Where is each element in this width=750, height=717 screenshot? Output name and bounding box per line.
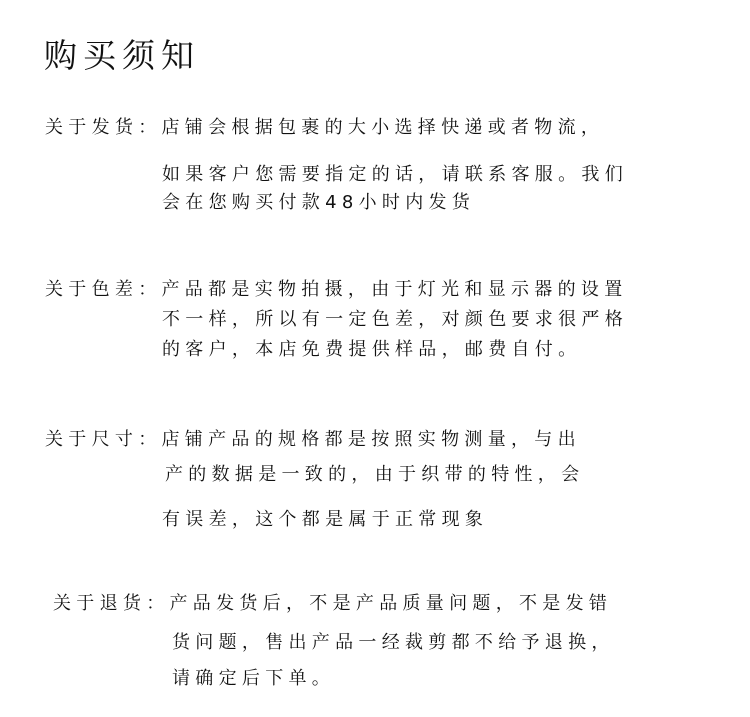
return-line-2: 货问题，售出产品一经裁剪都不给予退换， bbox=[172, 632, 615, 653]
color-line-2: 不一样，所以有一定色差，对颜色要求很严格 bbox=[162, 309, 628, 330]
color-line-1: 关于色差：产品都是实物拍摄，由于灯光和显示器的设置 bbox=[45, 279, 628, 300]
size-line-2: 产的数据是一致的，由于织带的特性，会 bbox=[165, 464, 585, 485]
page-title: 购买须知 bbox=[44, 36, 200, 75]
shipping-line-2: 如果客户您需要指定的话，请联系客服。我们 bbox=[162, 164, 628, 185]
return-line-3: 请确定后下单。 bbox=[172, 668, 336, 689]
shipping-line-1: 关于发货：店铺会根据包裹的大小选择快递或者物流， bbox=[45, 117, 605, 138]
shipping-line-3: 会在您购买付款48小时内发货 bbox=[162, 192, 476, 213]
color-line-3: 的客户，本店免费提供样品，邮费自付。 bbox=[162, 339, 582, 360]
size-line-3: 有误差，这个都是属于正常现象 bbox=[162, 509, 489, 530]
size-line-1: 关于尺寸：店铺产品的规格都是按照实物测量，与出 bbox=[45, 429, 581, 450]
return-line-1: 关于退货：产品发货后，不是产品质量问题，不是发错 bbox=[53, 593, 613, 614]
